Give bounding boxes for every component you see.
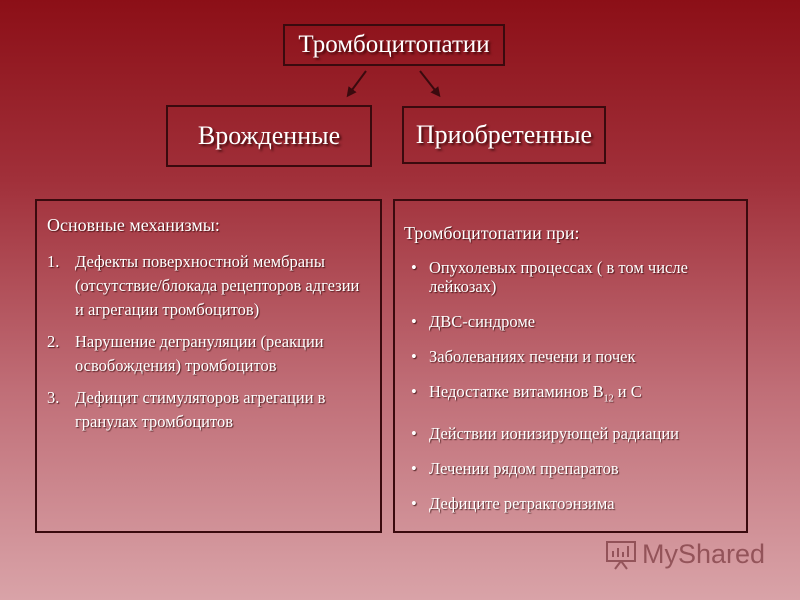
condition-item: [404, 494, 736, 513]
mechanisms-panel: [35, 199, 382, 533]
mechanisms-heading: Основные механизмы:: [47, 215, 220, 235]
bullet-icon: •: [411, 382, 417, 401]
bullet-icon: •: [411, 424, 417, 444]
condition-text-suffix: и С: [613, 382, 642, 401]
condition-text: Действии ионизирующей радиации: [429, 424, 680, 444]
innate-label: Врожденные: [197, 121, 341, 150]
conditions-list: [404, 258, 736, 513]
conditions-panel: [393, 199, 748, 533]
acquired-label: Приобретенные: [415, 120, 593, 149]
condition-item: [404, 459, 736, 478]
bullet-icon: •: [411, 494, 417, 514]
arrow-to-innate: [349, 71, 366, 94]
mechanism-number: 2.: [47, 332, 60, 351]
arrow-to-acquired: [420, 71, 438, 94]
acquired-box: [402, 106, 606, 164]
bullet-icon: •: [411, 347, 417, 366]
watermark: [604, 536, 765, 572]
condition-text: Заболеваниях печени и почек: [429, 347, 636, 366]
mechanism-number: 1.: [47, 252, 60, 271]
conditions-heading: Тромбоцитопатии при:: [404, 223, 580, 243]
condition-item: [404, 258, 736, 296]
mechanism-item: [47, 250, 370, 322]
diagram-title: Тромбоцитопатии: [298, 31, 490, 58]
condition-item: [404, 424, 736, 443]
bullet-icon: •: [411, 312, 417, 331]
mechanism-text: Дефекты поверхностной мембраны (отсутствие/блокада рецепторов адгезии и агрегации тромбоцитов): [75, 252, 360, 319]
condition-text: Дефиците ретрактоэнзима: [429, 494, 615, 514]
bullet-icon: •: [411, 258, 417, 277]
bullet-icon: •: [411, 459, 417, 479]
innate-box: [166, 105, 372, 167]
mechanism-item: [47, 330, 370, 378]
condition-item: [404, 347, 736, 366]
condition-text: Недостатке витаминов В: [429, 382, 604, 401]
watermark-text: MyShared: [642, 538, 766, 569]
mechanism-number: 3.: [47, 388, 60, 407]
vitamin-subscript: 12: [603, 393, 614, 405]
title-box: [283, 24, 505, 66]
condition-item: [404, 382, 736, 408]
condition-text: Опухолевых процессах ( в том числе лейкозах): [429, 258, 688, 296]
mechanisms-list: [47, 250, 370, 434]
condition-item: [404, 312, 736, 331]
mechanism-text: Дефицит стимуляторов агрегации в гранулах тромбоцитов: [75, 388, 326, 431]
mechanism-text: Нарушение дегрануляции (реакции освобождения) тромбоцитов: [75, 332, 324, 375]
condition-text: Лечении рядом препаратов: [429, 459, 619, 479]
mechanism-item: [47, 386, 370, 434]
condition-text: ДВС-синдроме: [429, 312, 536, 331]
presentation-icon: [604, 537, 638, 571]
